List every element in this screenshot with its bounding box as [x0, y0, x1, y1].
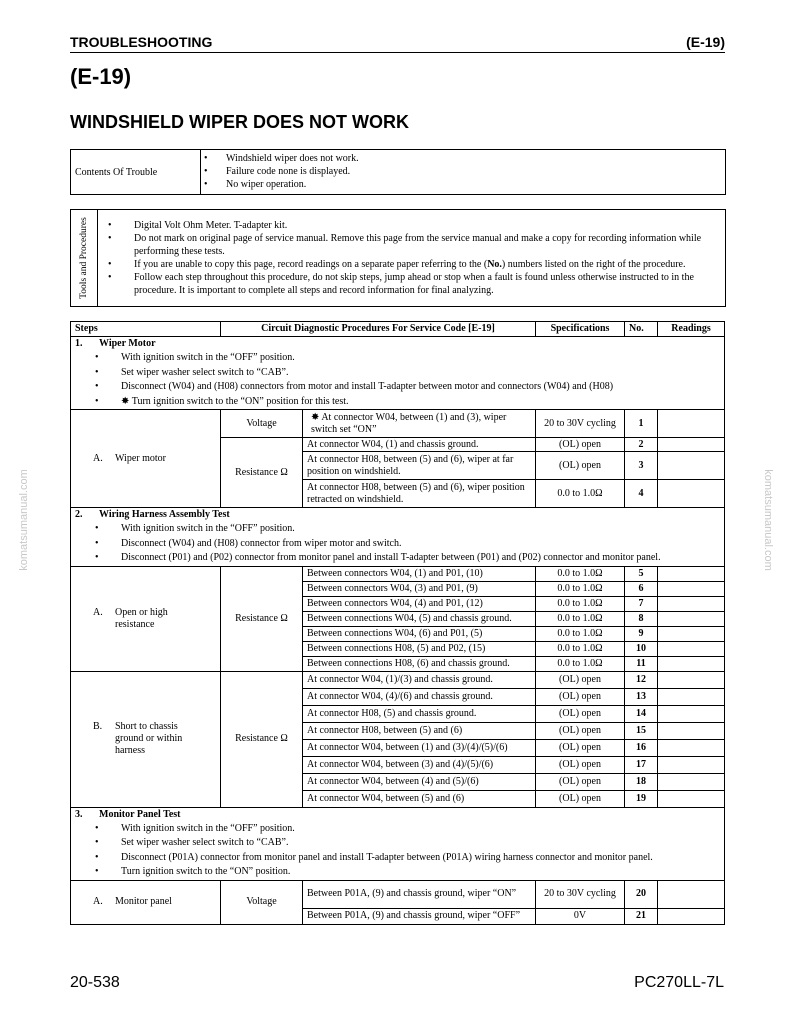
- reading-cell[interactable]: [658, 739, 725, 756]
- spec-cell: 0.0 to 1.0Ω: [536, 596, 625, 611]
- header-steps: Steps: [71, 322, 221, 337]
- test-cell: At connector W04, between (1) and (3)/(4)/(5)/(6): [303, 739, 536, 756]
- no-cell: 11: [625, 656, 658, 671]
- method-cell: Resistance Ω: [221, 438, 303, 508]
- reading-cell[interactable]: [658, 480, 725, 508]
- spec-cell: (OL) open: [536, 688, 625, 705]
- group-label: B. Short to chassis ground or within harness: [71, 671, 221, 807]
- test-cell: At connector W04, between (5) and (6): [303, 790, 536, 807]
- spec-cell: (OL) open: [536, 756, 625, 773]
- tools-label: Tools and Procedures: [79, 217, 89, 299]
- no-cell: 18: [625, 773, 658, 790]
- spec-cell: 20 to 30V cycling: [536, 880, 625, 908]
- tools-item: • Do not mark on original page of service manual. Remove this page from the service manual and make a copy for recording information while performing these tests.: [98, 232, 718, 258]
- method-cell: Resistance Ω: [221, 566, 303, 671]
- method-cell: Voltage: [221, 880, 303, 924]
- test-cell: Between P01A, (9) and chassis ground, wiper “ON”: [303, 880, 536, 908]
- no-cell: 8: [625, 611, 658, 626]
- no-cell: 9: [625, 626, 658, 641]
- spec-cell: 0V: [536, 908, 625, 924]
- spec-cell: 0.0 to 1.0Ω: [536, 480, 625, 508]
- table-header-row: [71, 322, 725, 337]
- header-procedures: Circuit Diagnostic Procedures For Service Code [E-19]: [221, 322, 536, 337]
- section-3: [71, 807, 725, 880]
- spec-cell: 0.0 to 1.0Ω: [536, 641, 625, 656]
- test-cell: At connector H08, between (5) and (6), wiper at far position on windshield.: [303, 452, 536, 480]
- no-cell: 20: [625, 880, 658, 908]
- spec-cell: 0.0 to 1.0Ω: [536, 566, 625, 581]
- table-row: [71, 880, 725, 908]
- page-number: 20-538: [70, 974, 120, 991]
- watermark-left: komatsumanual.com: [18, 469, 30, 571]
- contents-item: • Failure code none is displayed.: [202, 165, 359, 178]
- no-cell: 21: [625, 908, 658, 924]
- watermark-right: komatsumanual.com: [762, 469, 774, 571]
- step-bullet: • With ignition switch in the “OFF” position.: [71, 522, 724, 537]
- spec-cell: 0.0 to 1.0Ω: [536, 611, 625, 626]
- reading-cell[interactable]: [658, 641, 725, 656]
- no-cell: 2: [625, 438, 658, 452]
- step-bullet: • Turn ignition switch to the “ON” position.: [71, 865, 724, 880]
- test-cell: Between connections H08, (6) and chassis ground.: [303, 656, 536, 671]
- spec-cell: 0.0 to 1.0Ω: [536, 581, 625, 596]
- no-cell: 10: [625, 641, 658, 656]
- test-cell: At connector W04, (1) and chassis ground.: [303, 438, 536, 452]
- contents-item: • No wiper operation.: [202, 178, 359, 191]
- test-cell: ✸ At connector W04, between (1) and (3), wiper switch set “ON”: [303, 410, 536, 438]
- no-cell: 15: [625, 722, 658, 739]
- no-cell: 17: [625, 756, 658, 773]
- method-cell: Resistance Ω: [221, 671, 303, 807]
- step-bullet: • Disconnect (P01A) connector from monitor panel and install T-adapter between (P01A) wiring harness connector and monitor panel.: [71, 851, 724, 866]
- no-cell: 6: [625, 581, 658, 596]
- test-cell: Between connectors W04, (4) and P01, (12): [303, 596, 536, 611]
- no-cell: 1: [625, 410, 658, 438]
- test-cell: At connector H08, (5) and chassis ground.: [303, 705, 536, 722]
- no-cell: 5: [625, 566, 658, 581]
- page-header: [70, 34, 725, 53]
- spec-cell: (OL) open: [536, 452, 625, 480]
- reading-cell[interactable]: [658, 705, 725, 722]
- header-code: (E-19): [686, 34, 725, 50]
- header-section: TROUBLESHOOTING: [70, 34, 213, 50]
- test-cell: At connector W04, (1)/(3) and chassis ground.: [303, 671, 536, 688]
- spec-cell: 20 to 30V cycling: [536, 410, 625, 438]
- reading-cell[interactable]: [658, 773, 725, 790]
- reading-cell[interactable]: [658, 452, 725, 480]
- section-title: 1. Wiper Motor: [75, 338, 156, 349]
- step-bullet: • With ignition switch in the “OFF” position.: [71, 822, 724, 837]
- reading-cell[interactable]: [658, 688, 725, 705]
- contents-label: Contents Of Trouble: [71, 150, 201, 194]
- step-bullet: • Set wiper washer select switch to “CAB”.: [71, 836, 724, 851]
- test-cell: At connector W04, between (4) and (5)/(6): [303, 773, 536, 790]
- contents-list: [202, 152, 359, 191]
- group-label: A. Wiper motor: [71, 410, 221, 508]
- test-cell: Between P01A, (9) and chassis ground, wiper “OFF”: [303, 908, 536, 924]
- test-cell: Between connections W04, (5) and chassis ground.: [303, 611, 536, 626]
- no-cell: 16: [625, 739, 658, 756]
- step-bullet: • Disconnect (W04) and (H08) connector from wiper motor and switch.: [71, 537, 724, 552]
- group-label: A. Open or high resistance: [71, 566, 221, 671]
- reading-cell[interactable]: [658, 671, 725, 688]
- table-row: [71, 410, 725, 438]
- spec-cell: (OL) open: [536, 705, 625, 722]
- no-cell: 3: [625, 452, 658, 480]
- spec-cell: (OL) open: [536, 739, 625, 756]
- group-label: A. Monitor panel: [71, 880, 221, 924]
- reading-cell[interactable]: [658, 581, 725, 596]
- section-row: [71, 337, 725, 410]
- spec-cell: (OL) open: [536, 438, 625, 452]
- reading-cell[interactable]: [658, 790, 725, 807]
- test-cell: At connector W04, (4)/(6) and chassis ground.: [303, 688, 536, 705]
- tools-item: • Follow each step throughout this procedure, do not skip steps, jump ahead or stop when a fault is found unless otherwise instructed to in the procedure. It is important to complete all steps and record information for final analyzing.: [98, 271, 718, 297]
- reading-cell[interactable]: [658, 722, 725, 739]
- contents-item: • Windshield wiper does not work.: [202, 152, 359, 165]
- test-cell: At connector H08, between (5) and (6), wiper position retracted on windshield.: [303, 480, 536, 508]
- test-cell: At connector W04, between (3) and (4)/(5)/(6): [303, 756, 536, 773]
- table-row: [71, 671, 725, 688]
- tools-list: [98, 219, 718, 297]
- no-cell: 7: [625, 596, 658, 611]
- method-cell: Voltage: [221, 410, 303, 438]
- section-row: [71, 807, 725, 880]
- diagnostic-table: [70, 321, 725, 925]
- reading-cell[interactable]: [658, 611, 725, 626]
- spec-cell: (OL) open: [536, 773, 625, 790]
- tools-item: • If you are unable to copy this page, record readings on a separate paper referring to the (No.) numbers listed on the right of the procedure.: [98, 258, 718, 271]
- reading-cell[interactable]: [658, 410, 725, 438]
- spec-cell: (OL) open: [536, 790, 625, 807]
- reading-cell[interactable]: [658, 908, 725, 924]
- reading-cell[interactable]: [658, 656, 725, 671]
- no-cell: 12: [625, 671, 658, 688]
- header-no: No.: [625, 322, 658, 337]
- step-bullet: • Disconnect (P01) and (P02) connector from monitor panel and install T-adapter between (P01) and (P02) connector and monitor panel.: [71, 551, 724, 566]
- spec-cell: 0.0 to 1.0Ω: [536, 656, 625, 671]
- reading-cell[interactable]: [658, 756, 725, 773]
- reading-cell[interactable]: [658, 566, 725, 581]
- spec-cell: (OL) open: [536, 722, 625, 739]
- table-row: [71, 566, 725, 581]
- contents-of-trouble-box: [70, 149, 726, 195]
- step-bullet: • With ignition switch in the “OFF” position.: [71, 351, 724, 366]
- reading-cell[interactable]: [658, 438, 725, 452]
- tools-item: • Digital Volt Ohm Meter. T-adapter kit.: [98, 219, 718, 232]
- test-cell: Between connections W04, (6) and P01, (5): [303, 626, 536, 641]
- section-2: [71, 508, 725, 567]
- page-title: WINDSHIELD WIPER DOES NOT WORK: [70, 112, 409, 132]
- spec-cell: (OL) open: [536, 671, 625, 688]
- step-bullet: • ✸ Turn ignition switch to the “ON” position for this test.: [71, 395, 724, 410]
- spec-cell: 0.0 to 1.0Ω: [536, 626, 625, 641]
- page-code: (E-19): [70, 64, 132, 89]
- test-cell: Between connectors W04, (1) and P01, (10): [303, 566, 536, 581]
- no-cell: 4: [625, 480, 658, 508]
- test-cell: Between connections H08, (5) and P02, (15): [303, 641, 536, 656]
- test-cell: At connector H08, between (5) and (6): [303, 722, 536, 739]
- header-readings: Readings: [658, 322, 725, 337]
- model-number: PC270LL-7L: [634, 974, 724, 991]
- header-specs: Specifications: [536, 322, 625, 337]
- tools-side-label: [71, 210, 98, 306]
- no-cell: 19: [625, 790, 658, 807]
- test-cell: Between connectors W04, (3) and P01, (9): [303, 581, 536, 596]
- step-bullet: • Set wiper washer select switch to “CAB”.: [71, 366, 724, 381]
- reading-cell[interactable]: [658, 596, 725, 611]
- tools-and-procedures-box: [70, 209, 726, 307]
- section-title: 2. Wiring Harness Assembly Test: [75, 509, 230, 520]
- step-bullet: • Disconnect (W04) and (H08) connectors from motor and install T-adapter between motor and connectors (W04) and (H08): [71, 380, 724, 395]
- reading-cell[interactable]: [658, 880, 725, 908]
- section-1: [71, 337, 725, 410]
- no-cell: 14: [625, 705, 658, 722]
- section-title: 3. Monitor Panel Test: [75, 808, 181, 820]
- section-row: [71, 508, 725, 567]
- no-cell: 13: [625, 688, 658, 705]
- reading-cell[interactable]: [658, 626, 725, 641]
